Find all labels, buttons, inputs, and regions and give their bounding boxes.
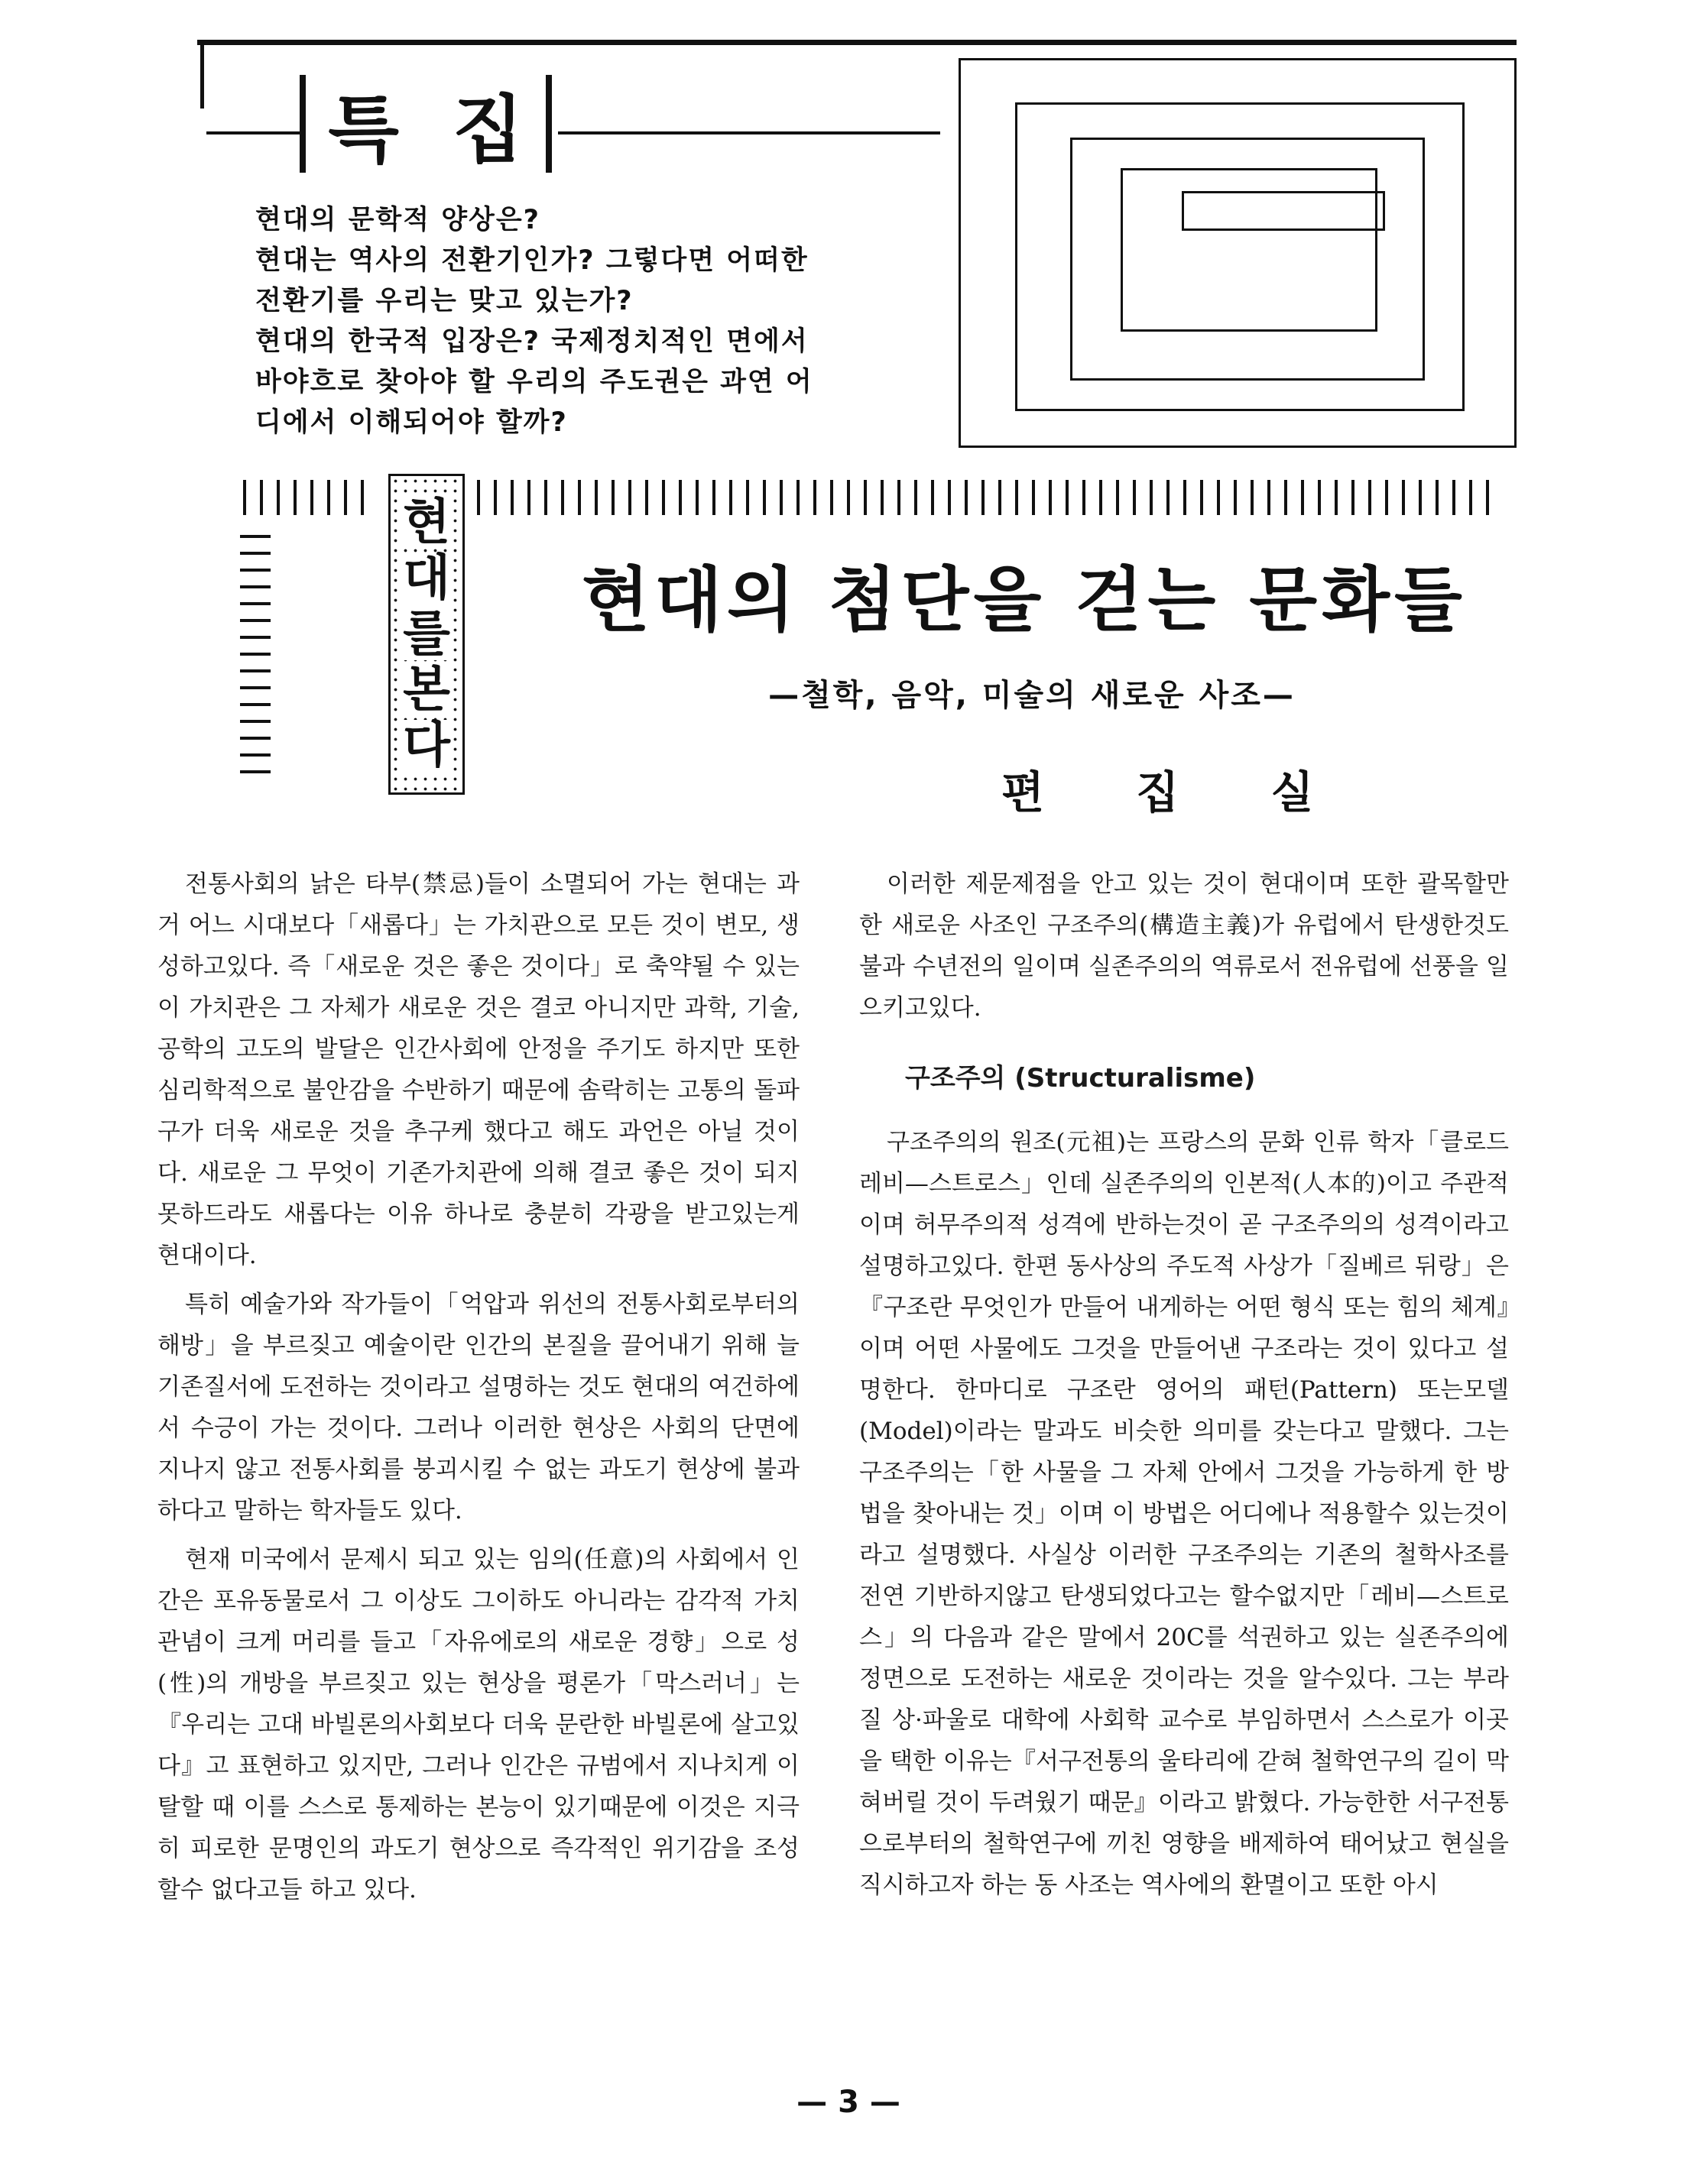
article-headline: 현대의 첨단을 걷는 문화들 xyxy=(582,559,1467,641)
vertical-label-char: 를 xyxy=(403,605,450,663)
banner-rule-right xyxy=(558,131,940,134)
vertical-label-char: 대 xyxy=(403,549,450,607)
paragraph: 현재 미국에서 문제시 되고 있는 임의(任意)의 사회에서 인간은 포유동물로서 그 이상도 그이하도 아니라는 감각적 가치관념이 크게 머리를 들고「자유에로의 새로운 경향」으로 성(性)의 개방을 부르짖고 있는 현상을 평론가「막스러너」는『우리는 고대 바빌론의사회보다 더욱 문란한 바빌론에 살고있다』고 표현하고 있지만, 그러나 인간은 규범에서 지나치게 이탈할 때 이를 스스로 통제하는 본능이 있기때문에 이것은 지극히 피로한 문명인의 과도기 현상으로 즉각적인 위기감을 조성할수 없다고들 하고 있다. xyxy=(157,1546,800,1904)
paragraph: 이러한 제문제점을 안고 있는 것이 현대이며 또한 괄목할만한 새로운 사조인 구조주의(構造主義)가 유럽에서 탄생한것도 불과 수년전의 일이며 실존주의의 역류로서 전유럽에 선풍을 일으키고있다. xyxy=(859,870,1509,1022)
section-heading: 구조주의 (Structuralisme) xyxy=(905,1063,1256,1094)
vertical-section-label xyxy=(388,474,465,795)
vertical-label-char: 현 xyxy=(403,494,450,551)
top-rule xyxy=(197,40,1517,45)
question-line: 현대의 문학적 양상은? xyxy=(255,205,540,235)
article-byline: 편 집 실 xyxy=(1001,766,1314,818)
vertical-label-char: 본 xyxy=(403,662,450,719)
tick-rule-right xyxy=(477,480,1501,515)
question-line: 현대는 역사의 전환기인가? 그렇다면 어떠한 xyxy=(255,245,809,276)
tick-rule-left xyxy=(243,480,370,515)
paragraph: 구조주의의 원조(元祖)는 프랑스의 문화 인류 학자「클로드 레비—스트로스」인데 실존주의의 인본적(人本的)이고 주관적이며 허무주의적 성격에 반하는것이 곧 구조주의의 성격이라고 설명하고있다. 한편 동사상의 주도적 사상가「질베르 뒤랑」은『구조란 무엇인가 만들어 내게하는 어떤 형식 또는 힘의 체계』이며 어떤 사물에도 그것을 만들어낸 구조라는 것이 있다고 설명한다. 한마디로 구조란 영어의 패턴(Pattern) 또는모델(Model)이라는 말과도 비슷한 의미를 갖는다고 말했다. 그는 구조주의는「한 사물을 그 자체 안에서 그것을 가능하게 한 방법을 찾아내는 것」이며 이 방법은 어디에나 적용할수 있는것이라고 설명했다. 사실상 이러한 구조주의는 기존의 철학사조를 전연 기반하지않고 탄생되었다고는 할수없지만「레비—스트로스」의 다음과 같은 말에서 20C를 석권하고 있는 실존주의에 정면으로 도전하는 새로운 것이라는 것을 알수있다. 그는 부라질 상·파울로 대학에 사회학 교수로 부임하면서 스스로가 이곳을 택한 이유는『서구전통의 울타리에 갇혀 철학연구의 길이 막혀버릴 것이 두려웠기 때문』이라고 밝혔다. 가능한한 서구전통으로부터의 철학연구에 끼친 영향을 배제하여 태어났고 현실을 직시하고자 하는 동 사조는 역사에의 환멸이고 또한 아시 xyxy=(859,1129,1509,1899)
paragraph: 특히 예술가와 작가들이「억압과 위선의 전통사회로부터의 해방」을 부르짖고 예술이란 인간의 본질을 끌어내기 위해 늘 기존질서에 도전하는 것이라고 설명하는 것도 현대의 여건하에서 수긍이 가는 것이다. 그러나 이러한 현상은 사회의 단면에 지나지 않고 전통사회를 붕괴시킬 수 없는 과도기 현상에 불과하다고 말하는 학자들도 있다. xyxy=(157,1291,800,1525)
banner-rule-left xyxy=(206,131,306,134)
vertical-label-char: 다 xyxy=(403,718,450,775)
question-line: 전환기를 우리는 맞고 있는가? xyxy=(255,286,634,316)
feature-questions xyxy=(255,200,913,443)
left-column xyxy=(157,864,800,1918)
question-line: 현대의 한국적 입장은? 국제정치적인 면에서 xyxy=(255,326,809,357)
left-rule-tick xyxy=(200,40,204,109)
tick-rule-vertical xyxy=(240,535,271,787)
question-line: 바야흐로 찾아야 할 우리의 주도권은 과연 어 xyxy=(255,367,813,397)
right-column xyxy=(859,864,1509,1913)
feature-banner xyxy=(300,75,577,173)
article-subheadline: —철학, 음악, 미술의 새로운 사조— xyxy=(768,678,1296,713)
page-number: — 3 — xyxy=(796,2085,900,2120)
feature-banner-label: 특집 xyxy=(328,86,577,173)
decorative-frame-inner xyxy=(1182,191,1385,231)
paragraph: 전통사회의 낡은 타부(禁忌)들이 소멸되어 가는 현대는 과거 어느 시대보다「새롭다」는 가치관으로 모든 것이 변모, 생성하고있다. 즉「새로운 것은 좋은 것이다」로 축약될 수 있는 이 가치관은 그 자체가 새로운 것은 결코 아니지만 과학, 기술, 공학의 고도의 발달은 인간사회에 안정을 주기도 하지만 또한 심리학적으로 불안감을 수반하기 때문에 솜락히는 고통의 돌파구가 더욱 새로운 것을 추구케 했다고 해도 과언은 아닐 것이다. 새로운 그 무엇이 기존가치관에 의해 결코 좋은 것이 되지 못하드라도 새롭다는 이유 하나로 충분히 각광을 받고있는게 현대이다. xyxy=(157,870,800,1269)
question-line: 디에서 이해되어야 할까? xyxy=(255,407,568,438)
